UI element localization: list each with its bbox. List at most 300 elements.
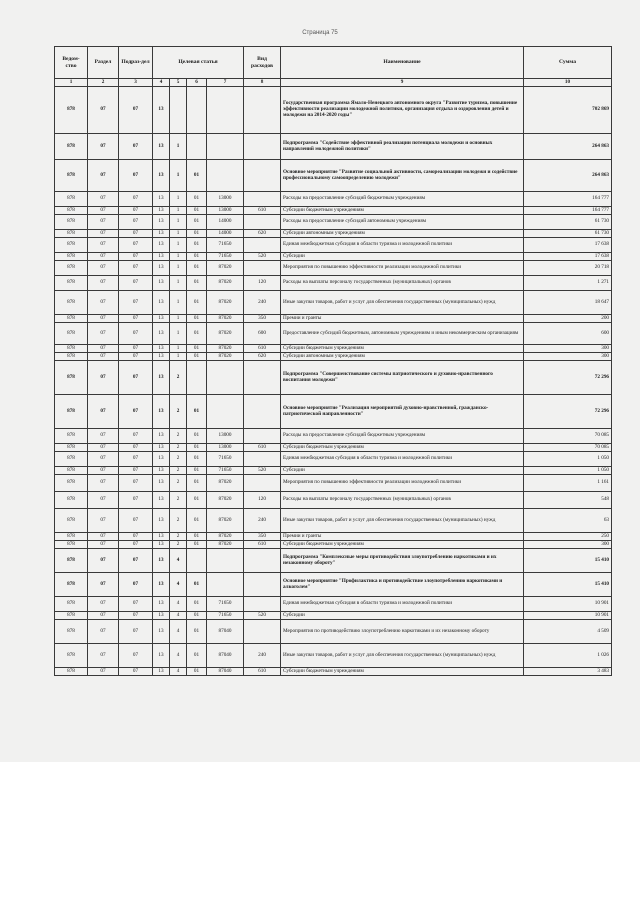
cell-razdel: 07 xyxy=(88,134,119,160)
table-row xyxy=(55,492,612,509)
cell-cs-direction: 87020 xyxy=(207,509,244,533)
cell-cs-direction xyxy=(207,160,244,192)
table-row xyxy=(55,345,612,353)
cell-cs-subprogram: 2 xyxy=(170,452,187,467)
cell-summa: 72 296 xyxy=(524,395,612,429)
cell-podrazdel: 07 xyxy=(119,345,153,353)
cell-vedomstvo: 878 xyxy=(55,345,88,353)
cell-cs-event: 01 xyxy=(187,395,207,429)
cell-razdel: 07 xyxy=(88,612,119,620)
cell-vid-rashodov xyxy=(244,573,281,597)
cell-vedomstvo: 878 xyxy=(55,134,88,160)
cell-vedomstvo: 878 xyxy=(55,353,88,361)
table-row xyxy=(55,315,612,323)
cell-cs-event: 01 xyxy=(187,276,207,291)
cell-summa: 63 xyxy=(524,509,612,533)
cell-cs-direction: 71650 xyxy=(207,452,244,467)
cell-razdel: 07 xyxy=(88,429,119,444)
cell-cs-program: 13 xyxy=(153,315,170,323)
cell-razdel: 07 xyxy=(88,87,119,134)
cell-razdel: 07 xyxy=(88,573,119,597)
table-row xyxy=(55,429,612,444)
table-row xyxy=(55,644,612,668)
cell-razdel: 07 xyxy=(88,533,119,541)
cell-podrazdel: 07 xyxy=(119,549,153,573)
col-number: 6 xyxy=(187,79,207,87)
cell-cs-event: 01 xyxy=(187,573,207,597)
cell-razdel: 07 xyxy=(88,644,119,668)
cell-vedomstvo: 878 xyxy=(55,361,88,395)
table-row xyxy=(55,291,612,315)
cell-podrazdel: 07 xyxy=(119,361,153,395)
cell-cs-direction xyxy=(207,361,244,395)
cell-podrazdel: 07 xyxy=(119,238,153,253)
cell-naimenovanie: Субсидии xyxy=(281,467,524,475)
cell-vid-rashodov: 350 xyxy=(244,315,281,323)
cell-podrazdel: 07 xyxy=(119,668,153,676)
cell-cs-event: 01 xyxy=(187,353,207,361)
cell-vid-rashodov xyxy=(244,395,281,429)
cell-razdel: 07 xyxy=(88,160,119,192)
cell-cs-direction: 87020 xyxy=(207,261,244,276)
cell-cs-event: 01 xyxy=(187,429,207,444)
table-row xyxy=(55,533,612,541)
table-row xyxy=(55,353,612,361)
cell-cs-subprogram: 1 xyxy=(170,276,187,291)
cell-cs-subprogram: 4 xyxy=(170,644,187,668)
cell-cs-event: 01 xyxy=(187,668,207,676)
cell-naimenovanie: Единая межбюджетная субсидия в области туризма и молодежной политики xyxy=(281,597,524,612)
cell-razdel: 07 xyxy=(88,597,119,612)
cell-cs-subprogram: 1 xyxy=(170,315,187,323)
cell-naimenovanie: Подпрограмма "Совершенствование системы патриотического и духовно-нравственного воспитания молодежи" xyxy=(281,361,524,395)
cell-cs-direction xyxy=(207,573,244,597)
cell-razdel: 07 xyxy=(88,261,119,276)
cell-podrazdel: 07 xyxy=(119,315,153,323)
cell-cs-event: 01 xyxy=(187,345,207,353)
cell-vid-rashodov: 610 xyxy=(244,207,281,215)
cell-summa: 300 xyxy=(524,541,612,549)
table-row xyxy=(55,238,612,253)
cell-summa: 70 085 xyxy=(524,444,612,452)
cell-podrazdel: 07 xyxy=(119,444,153,452)
cell-cs-program: 13 xyxy=(153,87,170,134)
cell-summa: 70 085 xyxy=(524,429,612,444)
cell-naimenovanie: Иные закупки товаров, работ и услуг для обеспечения государственных (муниципальных) нужд xyxy=(281,291,524,315)
col-number: 8 xyxy=(244,79,281,87)
col-number: 9 xyxy=(281,79,524,87)
cell-cs-direction: 87020 xyxy=(207,353,244,361)
col-header-summa: Сумма xyxy=(524,47,612,79)
cell-podrazdel: 07 xyxy=(119,533,153,541)
cell-cs-direction: 14000 xyxy=(207,215,244,230)
cell-vid-rashodov: 240 xyxy=(244,509,281,533)
table-row xyxy=(55,134,612,160)
cell-vedomstvo: 878 xyxy=(55,452,88,467)
cell-naimenovanie: Мероприятия по противодействию злоупотреблению наркотиками и их незаконному обороту xyxy=(281,620,524,644)
cell-cs-event: 01 xyxy=(187,533,207,541)
cell-cs-subprogram: 1 xyxy=(170,345,187,353)
cell-cs-direction: 13000 xyxy=(207,429,244,444)
cell-naimenovanie: Субсидии xyxy=(281,612,524,620)
cell-vedomstvo: 878 xyxy=(55,276,88,291)
cell-podrazdel: 07 xyxy=(119,160,153,192)
cell-vid-rashodov: 350 xyxy=(244,533,281,541)
table-row xyxy=(55,261,612,276)
table-row xyxy=(55,444,612,452)
col-number: 10 xyxy=(524,79,612,87)
cell-summa: 1 050 xyxy=(524,467,612,475)
table-row xyxy=(55,230,612,238)
col-header-vedomstvo: Ведом-ство xyxy=(55,47,88,79)
cell-naimenovanie: Подпрограмма "Содействие эффективной реализации потенциала молодежи и основных направлений молодежной политики" xyxy=(281,134,524,160)
cell-naimenovanie: Субсидии автономным учреждениям xyxy=(281,230,524,238)
cell-razdel: 07 xyxy=(88,620,119,644)
cell-vid-rashodov: 610 xyxy=(244,541,281,549)
table-row xyxy=(55,276,612,291)
cell-vid-rashodov: 610 xyxy=(244,444,281,452)
cell-cs-subprogram: 1 xyxy=(170,323,187,345)
cell-razdel: 07 xyxy=(88,668,119,676)
cell-cs-subprogram: 4 xyxy=(170,549,187,573)
table-row xyxy=(55,620,612,644)
cell-summa: 61 730 xyxy=(524,215,612,230)
table-body xyxy=(55,87,612,676)
col-header-vid-rashodov: Вид расходов xyxy=(244,47,281,79)
cell-cs-event: 01 xyxy=(187,323,207,345)
cell-vedomstvo: 878 xyxy=(55,315,88,323)
cell-vid-rashodov: 610 xyxy=(244,668,281,676)
cell-cs-subprogram: 1 xyxy=(170,230,187,238)
cell-vid-rashodov xyxy=(244,160,281,192)
cell-summa: 15 410 xyxy=(524,573,612,597)
table-row xyxy=(55,467,612,475)
cell-cs-subprogram: 1 xyxy=(170,261,187,276)
cell-cs-event xyxy=(187,87,207,134)
cell-podrazdel: 07 xyxy=(119,192,153,207)
cell-vedomstvo: 878 xyxy=(55,230,88,238)
cell-summa: 1 271 xyxy=(524,276,612,291)
cell-cs-program: 13 xyxy=(153,323,170,345)
cell-podrazdel: 07 xyxy=(119,323,153,345)
cell-cs-subprogram: 4 xyxy=(170,612,187,620)
cell-vedomstvo: 878 xyxy=(55,395,88,429)
cell-razdel: 07 xyxy=(88,541,119,549)
cell-podrazdel: 07 xyxy=(119,475,153,492)
cell-razdel: 07 xyxy=(88,230,119,238)
col-number: 1 xyxy=(55,79,88,87)
cell-cs-direction xyxy=(207,87,244,134)
cell-vedomstvo: 878 xyxy=(55,207,88,215)
cell-cs-program: 13 xyxy=(153,429,170,444)
table-row xyxy=(55,509,612,533)
cell-podrazdel: 07 xyxy=(119,207,153,215)
cell-cs-program: 13 xyxy=(153,253,170,261)
cell-cs-program: 13 xyxy=(153,291,170,315)
cell-razdel: 07 xyxy=(88,509,119,533)
cell-razdel: 07 xyxy=(88,475,119,492)
cell-naimenovanie: Премии и гранты xyxy=(281,533,524,541)
col-number: 3 xyxy=(119,79,153,87)
cell-cs-event: 01 xyxy=(187,192,207,207)
cell-cs-program: 13 xyxy=(153,541,170,549)
col-header-razdel: Раздел xyxy=(88,47,119,79)
cell-naimenovanie: Субсидии бюджетным учреждениям xyxy=(281,207,524,215)
cell-cs-subprogram: 1 xyxy=(170,192,187,207)
cell-cs-event: 01 xyxy=(187,541,207,549)
cell-cs-subprogram: 1 xyxy=(170,207,187,215)
cell-vid-rashodov xyxy=(244,361,281,395)
cell-vid-rashodov xyxy=(244,261,281,276)
cell-naimenovanie: Основное мероприятие "Реализация мероприятий духовно-нравственной, гражданско-патриотической направленности" xyxy=(281,395,524,429)
cell-cs-program: 13 xyxy=(153,467,170,475)
cell-cs-subprogram: 2 xyxy=(170,541,187,549)
cell-cs-event xyxy=(187,134,207,160)
cell-vedomstvo: 878 xyxy=(55,192,88,207)
cell-cs-direction: 87040 xyxy=(207,620,244,644)
cell-cs-program: 13 xyxy=(153,353,170,361)
cell-cs-subprogram: 4 xyxy=(170,668,187,676)
cell-vid-rashodov: 120 xyxy=(244,492,281,509)
cell-summa: 164 777 xyxy=(524,207,612,215)
cell-vedomstvo: 878 xyxy=(55,291,88,315)
cell-summa: 10 901 xyxy=(524,597,612,612)
cell-summa: 17 638 xyxy=(524,238,612,253)
cell-cs-program: 13 xyxy=(153,452,170,467)
cell-cs-direction: 71650 xyxy=(207,253,244,261)
cell-cs-direction xyxy=(207,549,244,573)
cell-naimenovanie: Единая межбюджетная субсидия в области туризма и молодежной политики xyxy=(281,238,524,253)
cell-cs-subprogram: 2 xyxy=(170,475,187,492)
cell-podrazdel: 07 xyxy=(119,467,153,475)
cell-vid-rashodov: 600 xyxy=(244,323,281,345)
table-row xyxy=(55,253,612,261)
cell-cs-program: 13 xyxy=(153,160,170,192)
table-row xyxy=(55,323,612,345)
cell-razdel: 07 xyxy=(88,361,119,395)
cell-naimenovanie: Единая межбюджетная субсидия в области туризма и молодежной политики xyxy=(281,452,524,467)
cell-razdel: 07 xyxy=(88,345,119,353)
cell-cs-program: 13 xyxy=(153,475,170,492)
cell-cs-program: 13 xyxy=(153,533,170,541)
cell-podrazdel: 07 xyxy=(119,276,153,291)
cell-cs-direction: 87020 xyxy=(207,345,244,353)
cell-cs-program: 13 xyxy=(153,612,170,620)
cell-vid-rashodov xyxy=(244,620,281,644)
cell-naimenovanie: Субсидии бюджетным учреждениям xyxy=(281,345,524,353)
cell-cs-program: 13 xyxy=(153,238,170,253)
cell-razdel: 07 xyxy=(88,353,119,361)
cell-cs-event: 01 xyxy=(187,467,207,475)
cell-summa: 250 xyxy=(524,533,612,541)
col-number: 7 xyxy=(207,79,244,87)
cell-vedomstvo: 878 xyxy=(55,215,88,230)
cell-cs-program: 13 xyxy=(153,230,170,238)
cell-podrazdel: 07 xyxy=(119,215,153,230)
cell-cs-event: 01 xyxy=(187,644,207,668)
cell-cs-direction: 87020 xyxy=(207,315,244,323)
cell-cs-program: 13 xyxy=(153,276,170,291)
cell-podrazdel: 07 xyxy=(119,134,153,160)
cell-cs-subprogram xyxy=(170,87,187,134)
cell-cs-direction: 71650 xyxy=(207,238,244,253)
cell-naimenovanie: Предоставление субсидий бюджетным, автономным учреждениям и иным некоммерческим организациям xyxy=(281,323,524,345)
table-row xyxy=(55,192,612,207)
cell-vid-rashodov: 620 xyxy=(244,353,281,361)
cell-cs-subprogram: 1 xyxy=(170,291,187,315)
cell-vedomstvo: 878 xyxy=(55,323,88,345)
cell-naimenovanie: Субсидии бюджетным учреждениям xyxy=(281,541,524,549)
cell-vedomstvo: 878 xyxy=(55,509,88,533)
table-row xyxy=(55,541,612,549)
cell-razdel: 07 xyxy=(88,467,119,475)
cell-podrazdel: 07 xyxy=(119,492,153,509)
cell-vedomstvo: 878 xyxy=(55,444,88,452)
cell-razdel: 07 xyxy=(88,192,119,207)
cell-cs-program: 13 xyxy=(153,444,170,452)
cell-cs-event: 01 xyxy=(187,291,207,315)
cell-podrazdel: 07 xyxy=(119,452,153,467)
table-row xyxy=(55,395,612,429)
cell-razdel: 07 xyxy=(88,207,119,215)
cell-podrazdel: 07 xyxy=(119,429,153,444)
cell-vedomstvo: 878 xyxy=(55,87,88,134)
cell-summa: 600 xyxy=(524,323,612,345)
cell-razdel: 07 xyxy=(88,276,119,291)
cell-cs-program: 13 xyxy=(153,261,170,276)
cell-vedomstvo: 878 xyxy=(55,253,88,261)
table-row xyxy=(55,668,612,676)
cell-cs-program: 13 xyxy=(153,361,170,395)
cell-summa: 61 730 xyxy=(524,230,612,238)
cell-vedomstvo: 878 xyxy=(55,541,88,549)
cell-cs-program: 13 xyxy=(153,509,170,533)
cell-cs-subprogram: 1 xyxy=(170,353,187,361)
cell-cs-event: 01 xyxy=(187,444,207,452)
cell-naimenovanie: Субсидии бюджетным учреждениям xyxy=(281,444,524,452)
cell-naimenovanie: Иные закупки товаров, работ и услуг для обеспечения государственных (муниципальных) нужд xyxy=(281,644,524,668)
cell-razdel: 07 xyxy=(88,395,119,429)
cell-cs-direction: 87020 xyxy=(207,492,244,509)
cell-cs-event: 01 xyxy=(187,207,207,215)
cell-podrazdel: 07 xyxy=(119,509,153,533)
cell-cs-subprogram: 2 xyxy=(170,467,187,475)
cell-summa: 18 647 xyxy=(524,291,612,315)
cell-naimenovanie: Субсидии xyxy=(281,253,524,261)
cell-vedomstvo: 878 xyxy=(55,597,88,612)
cell-summa: 72 296 xyxy=(524,361,612,395)
cell-cs-direction: 87040 xyxy=(207,644,244,668)
table-row xyxy=(55,452,612,467)
cell-vid-rashodov xyxy=(244,238,281,253)
cell-cs-program: 13 xyxy=(153,395,170,429)
cell-razdel: 07 xyxy=(88,323,119,345)
table-row xyxy=(55,160,612,192)
cell-cs-event: 01 xyxy=(187,597,207,612)
cell-razdel: 07 xyxy=(88,492,119,509)
cell-vid-rashodov xyxy=(244,192,281,207)
cell-cs-subprogram: 2 xyxy=(170,492,187,509)
cell-cs-subprogram: 2 xyxy=(170,429,187,444)
cell-vedomstvo: 878 xyxy=(55,467,88,475)
cell-vid-rashodov xyxy=(244,452,281,467)
cell-cs-direction: 87020 xyxy=(207,541,244,549)
cell-vedomstvo: 878 xyxy=(55,429,88,444)
cell-cs-program: 13 xyxy=(153,192,170,207)
cell-vid-rashodov xyxy=(244,549,281,573)
table-row xyxy=(55,361,612,395)
cell-summa: 17 638 xyxy=(524,253,612,261)
cell-cs-event: 01 xyxy=(187,230,207,238)
cell-summa: 300 xyxy=(524,353,612,361)
cell-summa: 164 777 xyxy=(524,192,612,207)
cell-naimenovanie: Подпрограмма "Комплексные меры противодействия злоупотреблению наркотиками и их незаконному обороту" xyxy=(281,549,524,573)
cell-cs-event: 01 xyxy=(187,261,207,276)
cell-cs-direction: 71650 xyxy=(207,467,244,475)
cell-cs-program: 13 xyxy=(153,345,170,353)
cell-naimenovanie: Расходы на выплаты персоналу государственных (муниципальных) органов xyxy=(281,492,524,509)
cell-cs-subprogram: 4 xyxy=(170,620,187,644)
cell-vid-rashodov: 620 xyxy=(244,230,281,238)
cell-podrazdel: 07 xyxy=(119,612,153,620)
column-number-row xyxy=(55,79,612,87)
cell-razdel: 07 xyxy=(88,452,119,467)
cell-vid-rashodov: 120 xyxy=(244,276,281,291)
cell-razdel: 07 xyxy=(88,238,119,253)
table-row xyxy=(55,549,612,573)
cell-cs-subprogram: 1 xyxy=(170,160,187,192)
cell-cs-program: 13 xyxy=(153,549,170,573)
cell-razdel: 07 xyxy=(88,215,119,230)
budget-table xyxy=(54,46,612,676)
cell-razdel: 07 xyxy=(88,253,119,261)
cell-vedomstvo: 878 xyxy=(55,644,88,668)
col-number: 2 xyxy=(88,79,119,87)
cell-razdel: 07 xyxy=(88,315,119,323)
table-row xyxy=(55,207,612,215)
cell-summa: 20 718 xyxy=(524,261,612,276)
cell-vedomstvo: 878 xyxy=(55,612,88,620)
cell-vid-rashodov xyxy=(244,87,281,134)
cell-vid-rashodov xyxy=(244,429,281,444)
cell-cs-direction xyxy=(207,395,244,429)
cell-podrazdel: 07 xyxy=(119,291,153,315)
cell-vedomstvo: 878 xyxy=(55,573,88,597)
cell-vedomstvo: 878 xyxy=(55,620,88,644)
table-row xyxy=(55,215,612,230)
col-number: 5 xyxy=(170,79,187,87)
cell-summa: 1 161 xyxy=(524,475,612,492)
page-number-header: Страница 75 xyxy=(302,30,338,36)
cell-cs-direction: 13000 xyxy=(207,444,244,452)
table-row xyxy=(55,475,612,492)
cell-podrazdel: 07 xyxy=(119,573,153,597)
blank-margin xyxy=(0,762,640,905)
cell-cs-event: 01 xyxy=(187,509,207,533)
cell-cs-event: 01 xyxy=(187,253,207,261)
cell-cs-direction: 87020 xyxy=(207,291,244,315)
cell-cs-event: 01 xyxy=(187,238,207,253)
cell-cs-program: 13 xyxy=(153,668,170,676)
cell-cs-program: 13 xyxy=(153,597,170,612)
cell-razdel: 07 xyxy=(88,444,119,452)
cell-cs-event: 01 xyxy=(187,315,207,323)
cell-summa: 702 869 xyxy=(524,87,612,134)
cell-summa: 200 xyxy=(524,315,612,323)
cell-naimenovanie: Иные закупки товаров, работ и услуг для обеспечения государственных (муниципальных) нужд xyxy=(281,509,524,533)
cell-naimenovanie: Расходы на предоставление субсидий автономным учреждениям xyxy=(281,215,524,230)
cell-cs-subprogram: 2 xyxy=(170,395,187,429)
